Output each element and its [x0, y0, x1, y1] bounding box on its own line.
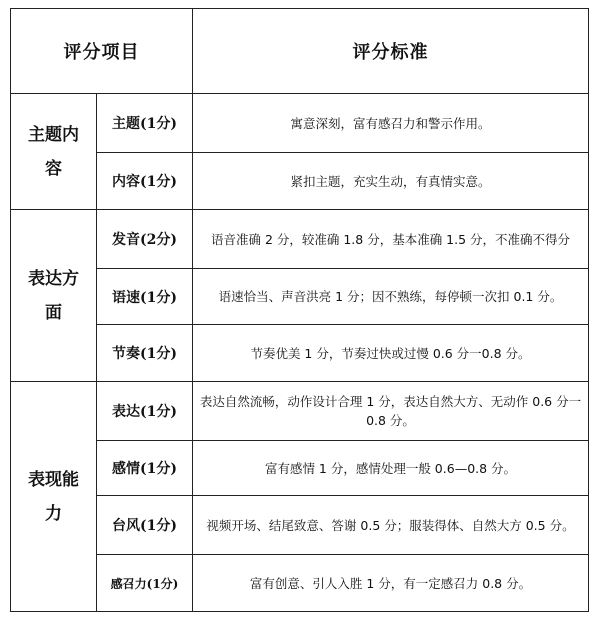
item-cell: 内容(1分): [97, 153, 193, 210]
table-row: [11, 269, 589, 325]
item-cell: 节奏(1分): [97, 325, 193, 382]
standard-column-header: 评分标准: [193, 9, 589, 94]
table-row: [11, 496, 589, 555]
standard-cell: 寓意深刻，富有感召力和警示作用。: [193, 94, 589, 153]
table-row: [11, 210, 589, 269]
category-label-line: 容: [45, 158, 62, 179]
category-label-line: 主题内: [28, 124, 79, 145]
category-label-line: 力: [45, 503, 62, 524]
table-row: [11, 94, 589, 153]
table-row: [11, 153, 589, 210]
category-cell-topic-content: [11, 94, 97, 210]
standard-cell: 视频开场、结尾致意、答谢 0.5 分；服装得体、自然大方 0.5 分。: [193, 496, 589, 555]
standard-cell: 表达自然流畅，动作设计合理 1 分，表达自然大方、无动作 0.6 分一0.8 分。: [193, 382, 589, 441]
item-cell: 感情(1分): [97, 441, 193, 496]
item-cell: 主题(1分): [97, 94, 193, 153]
table-row: [11, 555, 589, 612]
category-label-line: 面: [45, 302, 62, 323]
standard-cell: 紧扣主题，充实生动，有真情实意。: [193, 153, 589, 210]
standard-cell: 语音准确 2 分，较准确 1.8 分，基本准确 1.5 分，不准确不得分: [193, 210, 589, 269]
table-row: [11, 382, 589, 441]
category-label-line: 表现能: [28, 469, 79, 490]
table-row: [11, 441, 589, 496]
category-cell-performance: [11, 382, 97, 612]
item-cell: 表达(1分): [97, 382, 193, 441]
item-cell: 感召力(1分): [97, 555, 193, 612]
standard-cell: 富有感情 1 分，感情处理一般 0.6—0.8 分。: [193, 441, 589, 496]
category-cell-expression: [11, 210, 97, 382]
item-cell: 语速(1分): [97, 269, 193, 325]
item-cell: 台风(1分): [97, 496, 193, 555]
standard-cell: 节奏优美 1 分，节奏过快或过慢 0.6 分一0.8 分。: [193, 325, 589, 382]
category-label-line: 表达方: [28, 268, 79, 289]
item-cell: 发音(2分): [97, 210, 193, 269]
standard-cell: 富有创意、引人入胜 1 分，有一定感召力 0.8 分。: [193, 555, 589, 612]
table-row: [11, 325, 589, 382]
header-row: [11, 9, 589, 94]
scoring-rubric-table: [10, 8, 589, 612]
item-column-header: 评分项目: [11, 9, 193, 94]
standard-cell: 语速恰当、声音洪亮 1 分；因不熟练，每停顿一次扣 0.1 分。: [193, 269, 589, 325]
